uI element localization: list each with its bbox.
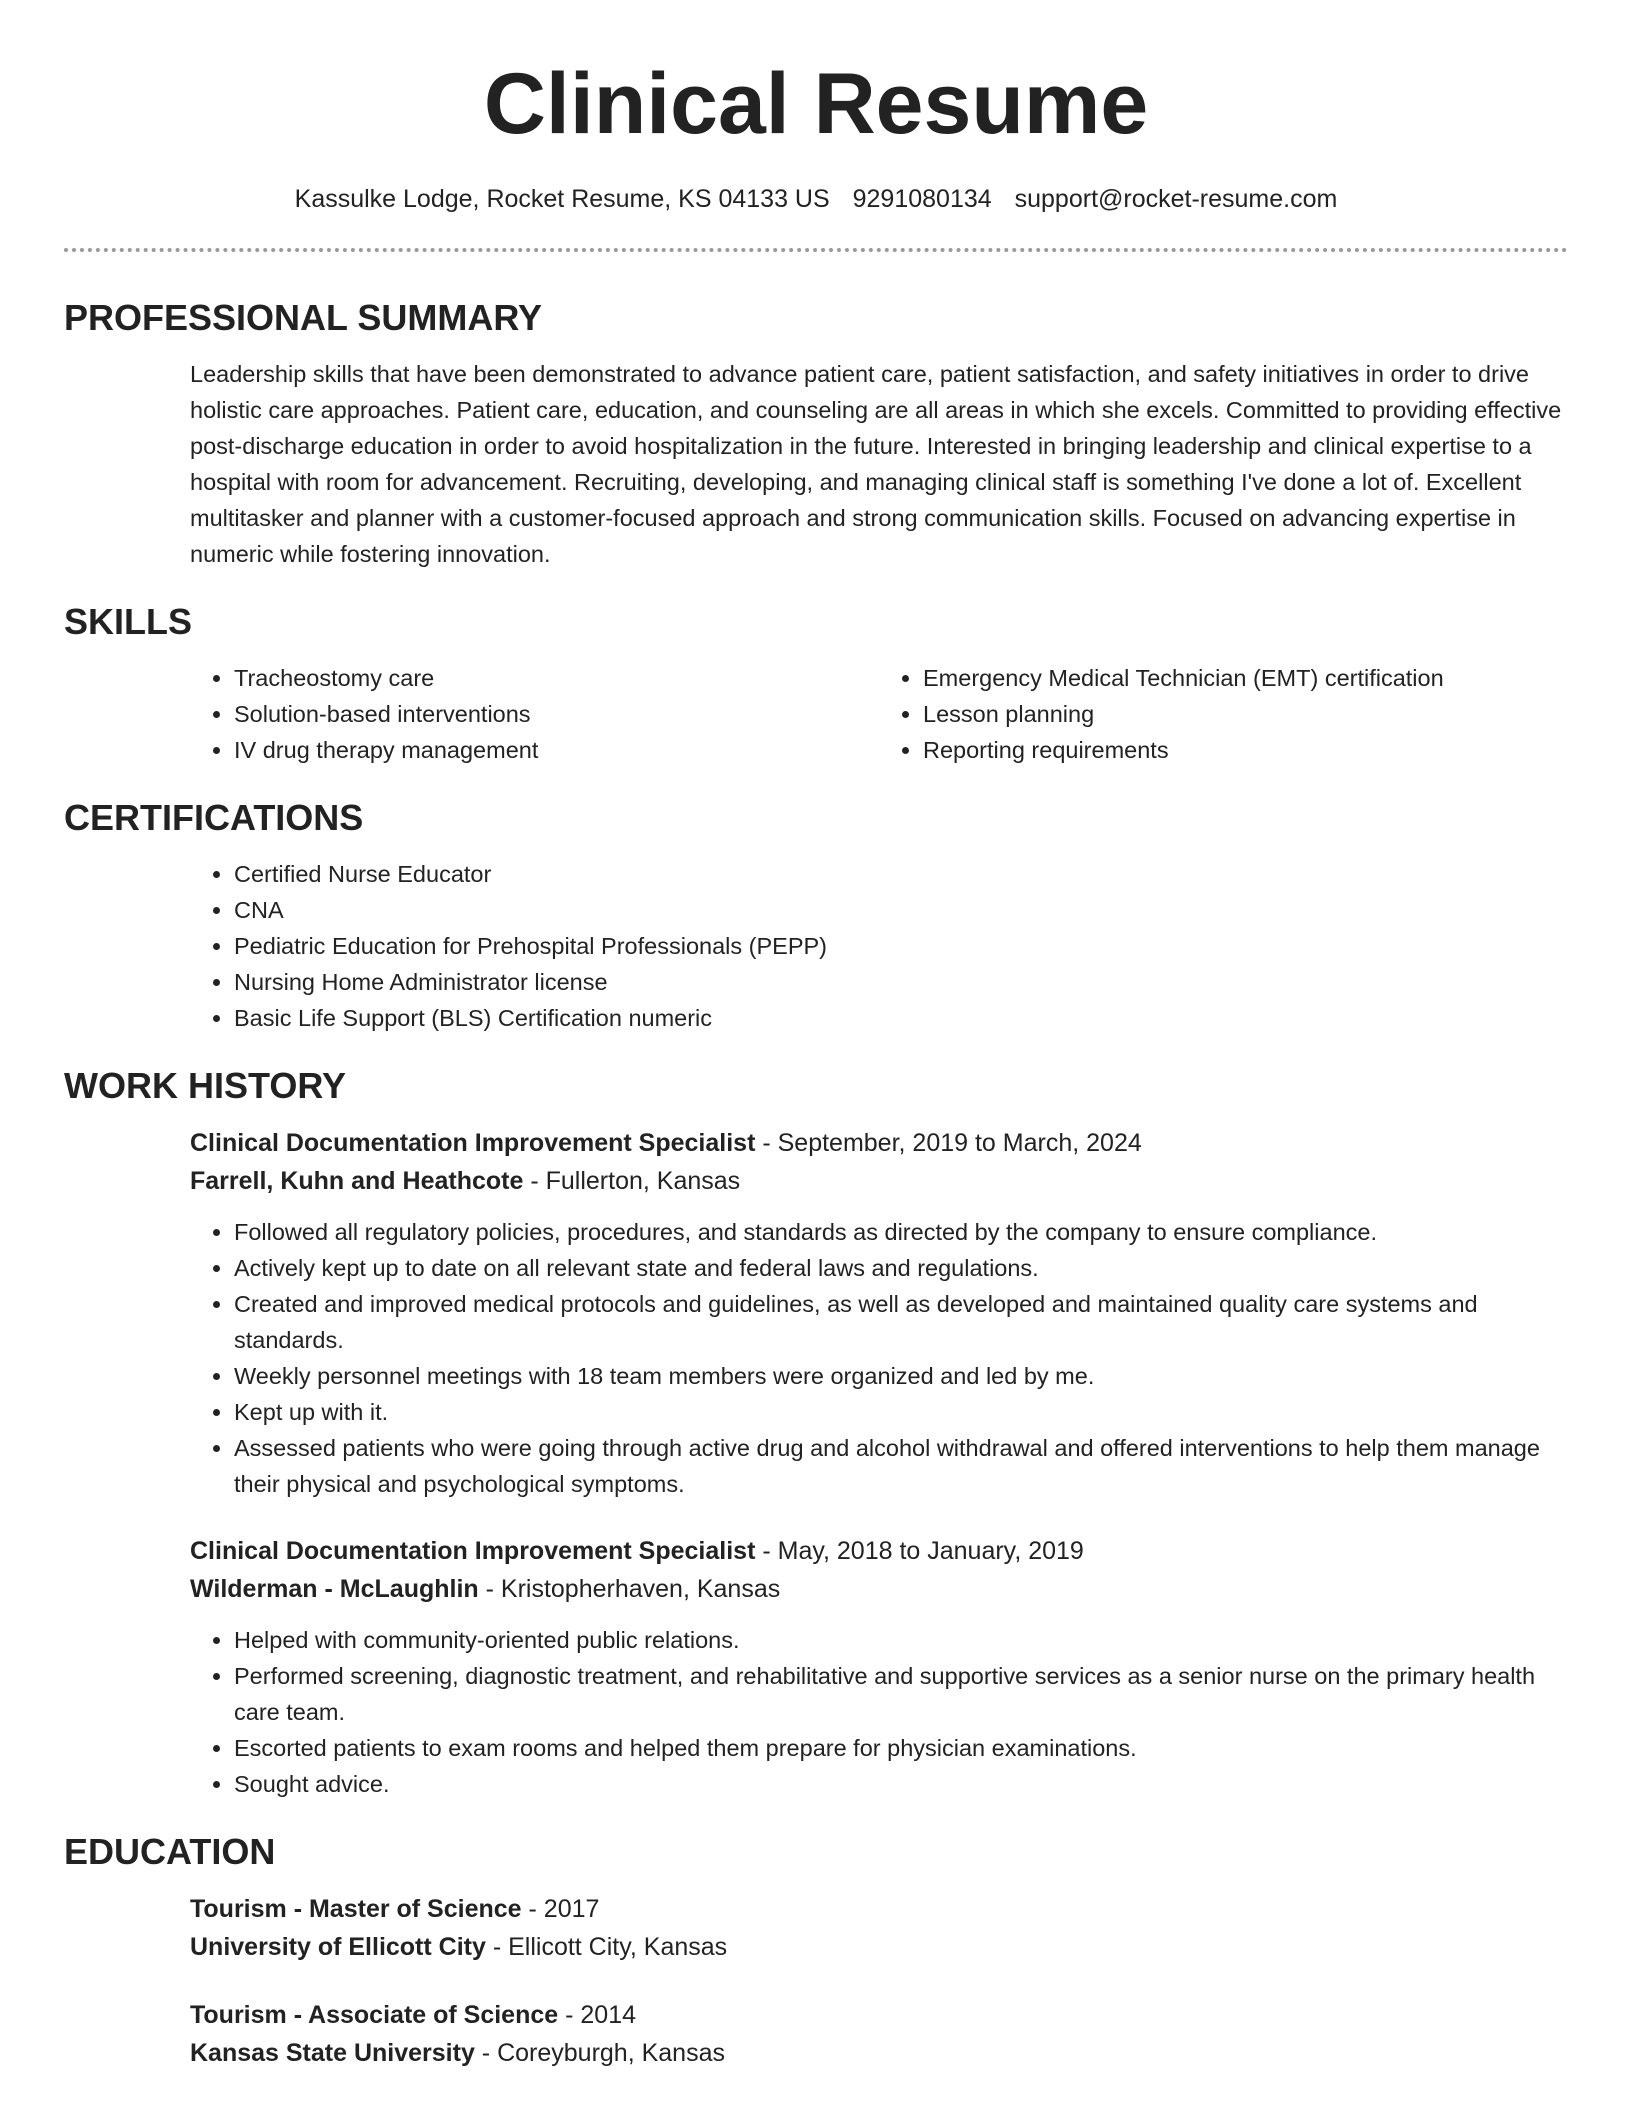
- skill-item: • IV drug therapy management: [234, 732, 879, 768]
- job-title-line: [190, 1532, 1568, 1570]
- job-bullet: • Helped with community-oriented public relations.: [234, 1622, 1568, 1658]
- contact-phone: 9291080134: [852, 185, 992, 213]
- job-dates: - September, 2019 to March, 2024: [755, 1129, 1142, 1157]
- job-company-line: [190, 1162, 1568, 1200]
- education-entry: [64, 1890, 1568, 1966]
- job-bullets: [190, 1622, 1568, 1802]
- education-heading: EDUCATION: [64, 1831, 276, 1872]
- job-bullet: • Created and improved medical protocols and guidelines, as well as developed and maintained quality care systems and standards.: [234, 1286, 1568, 1358]
- summary-section: [64, 296, 1568, 572]
- education-degree: Tourism - Associate of Science: [190, 2001, 559, 2029]
- education-entry: [64, 1996, 1568, 2072]
- skill-item: • Lesson planning: [923, 696, 1568, 732]
- skills-section: [64, 600, 1568, 768]
- education-location: - Coreyburgh, Kansas: [474, 2039, 725, 2067]
- skills-list-right: [879, 660, 1568, 768]
- job-location: - Fullerton, Kansas: [523, 1167, 741, 1195]
- work-heading: WORK HISTORY: [64, 1065, 347, 1106]
- certifications-section: [64, 796, 1568, 1036]
- job-bullet: • Kept up with it.: [234, 1394, 1568, 1430]
- job-entry: [64, 1532, 1568, 1802]
- skills-heading: SKILLS: [64, 601, 193, 642]
- certification-item: • Nursing Home Administrator license: [234, 964, 1568, 1000]
- education-location: - Ellicott City, Kansas: [485, 1933, 728, 1961]
- education-school: Kansas State University: [190, 2039, 475, 2067]
- certification-item: • CNA: [234, 892, 1568, 928]
- education-degree: Tourism - Master of Science: [190, 1895, 522, 1923]
- contact-email: support@rocket-resume.com: [1014, 185, 1338, 213]
- job-location: - Kristopherhaven, Kansas: [478, 1575, 781, 1603]
- skill-item: • Emergency Medical Technician (EMT) certification: [923, 660, 1568, 696]
- education-year: - 2017: [521, 1895, 600, 1923]
- certification-item: • Basic Life Support (BLS) Certification numeric: [234, 1000, 1568, 1036]
- contact-address: Kassulke Lodge, Rocket Resume, KS 04133 US: [294, 185, 830, 213]
- skill-item: • Tracheostomy care: [234, 660, 879, 696]
- job-bullet: • Escorted patients to exam rooms and helped them prepare for physician examinations.: [234, 1730, 1568, 1766]
- job-title: Clinical Documentation Improvement Specialist: [190, 1129, 756, 1157]
- job-title: Clinical Documentation Improvement Specialist: [190, 1537, 756, 1565]
- contact-line: [64, 182, 1568, 216]
- summary-heading: PROFESSIONAL SUMMARY: [64, 297, 543, 338]
- job-dates: - May, 2018 to January, 2019: [755, 1537, 1084, 1565]
- work-section: [64, 1064, 1568, 1802]
- job-bullets: [190, 1214, 1568, 1502]
- education-school-line: [190, 2034, 1568, 2072]
- certifications-heading: CERTIFICATIONS: [64, 797, 364, 838]
- education-year: - 2014: [558, 2001, 637, 2029]
- job-company-line: [190, 1570, 1568, 1608]
- certification-item: • Certified Nurse Educator: [234, 856, 1568, 892]
- job-entry: [64, 1124, 1568, 1502]
- certification-item: • Pediatric Education for Prehospital Professionals (PEPP): [234, 928, 1568, 964]
- job-company: Wilderman - McLaughlin: [190, 1575, 479, 1603]
- job-bullet: • Weekly personnel meetings with 18 team members were organized and led by me.: [234, 1358, 1568, 1394]
- job-bullet: • Actively kept up to date on all relevant state and federal laws and regulations.: [234, 1250, 1568, 1286]
- skills-list-left: [190, 660, 879, 768]
- skill-item: • Solution-based interventions: [234, 696, 879, 732]
- resume-title: Clinical Resume: [483, 56, 1149, 152]
- job-bullet: • Sought advice.: [234, 1766, 1568, 1802]
- job-bullet: • Followed all regulatory policies, procedures, and standards as directed by the company to ensure compliance.: [234, 1214, 1568, 1250]
- job-bullet: • Performed screening, diagnostic treatment, and rehabilitative and supportive services as a senior nurse on the primary health care team.: [234, 1658, 1568, 1730]
- education-school: University of Ellicott City: [190, 1933, 486, 1961]
- certifications-list: [190, 856, 1568, 1036]
- header-divider: [64, 248, 1568, 252]
- job-company: Farrell, Kuhn and Heathcote: [190, 1167, 524, 1195]
- skill-item: • Reporting requirements: [923, 732, 1568, 768]
- education-school-line: [190, 1928, 1568, 1966]
- education-section: [64, 1830, 1568, 2072]
- summary-text: Leadership skills that have been demonstrated to advance patient care, patient satisfaction, and safety initiatives in order to drive holistic care approaches. Patient care, education, and counseling are all areas in which she excels. Committed to providing effective post-discharge education in order to avoid hospitalization in the future. Interested in bringing leadership and clinical expertise to a hospital with room for advancement. Recruiting, developing, and managing clinical staff is something I've done a lot of. Excellent multitasker and planner with a customer-focused approach and strong communication skills. Focused on advancing expertise in numeric while fostering innovation.: [190, 361, 1562, 567]
- education-degree-line: [190, 1890, 1568, 1928]
- job-bullet: • Assessed patients who were going through active drug and alcohol withdrawal and offered interventions to help them manage their physical and psychological symptoms.: [234, 1430, 1568, 1502]
- job-title-line: [190, 1124, 1568, 1162]
- education-degree-line: [190, 1996, 1568, 2034]
